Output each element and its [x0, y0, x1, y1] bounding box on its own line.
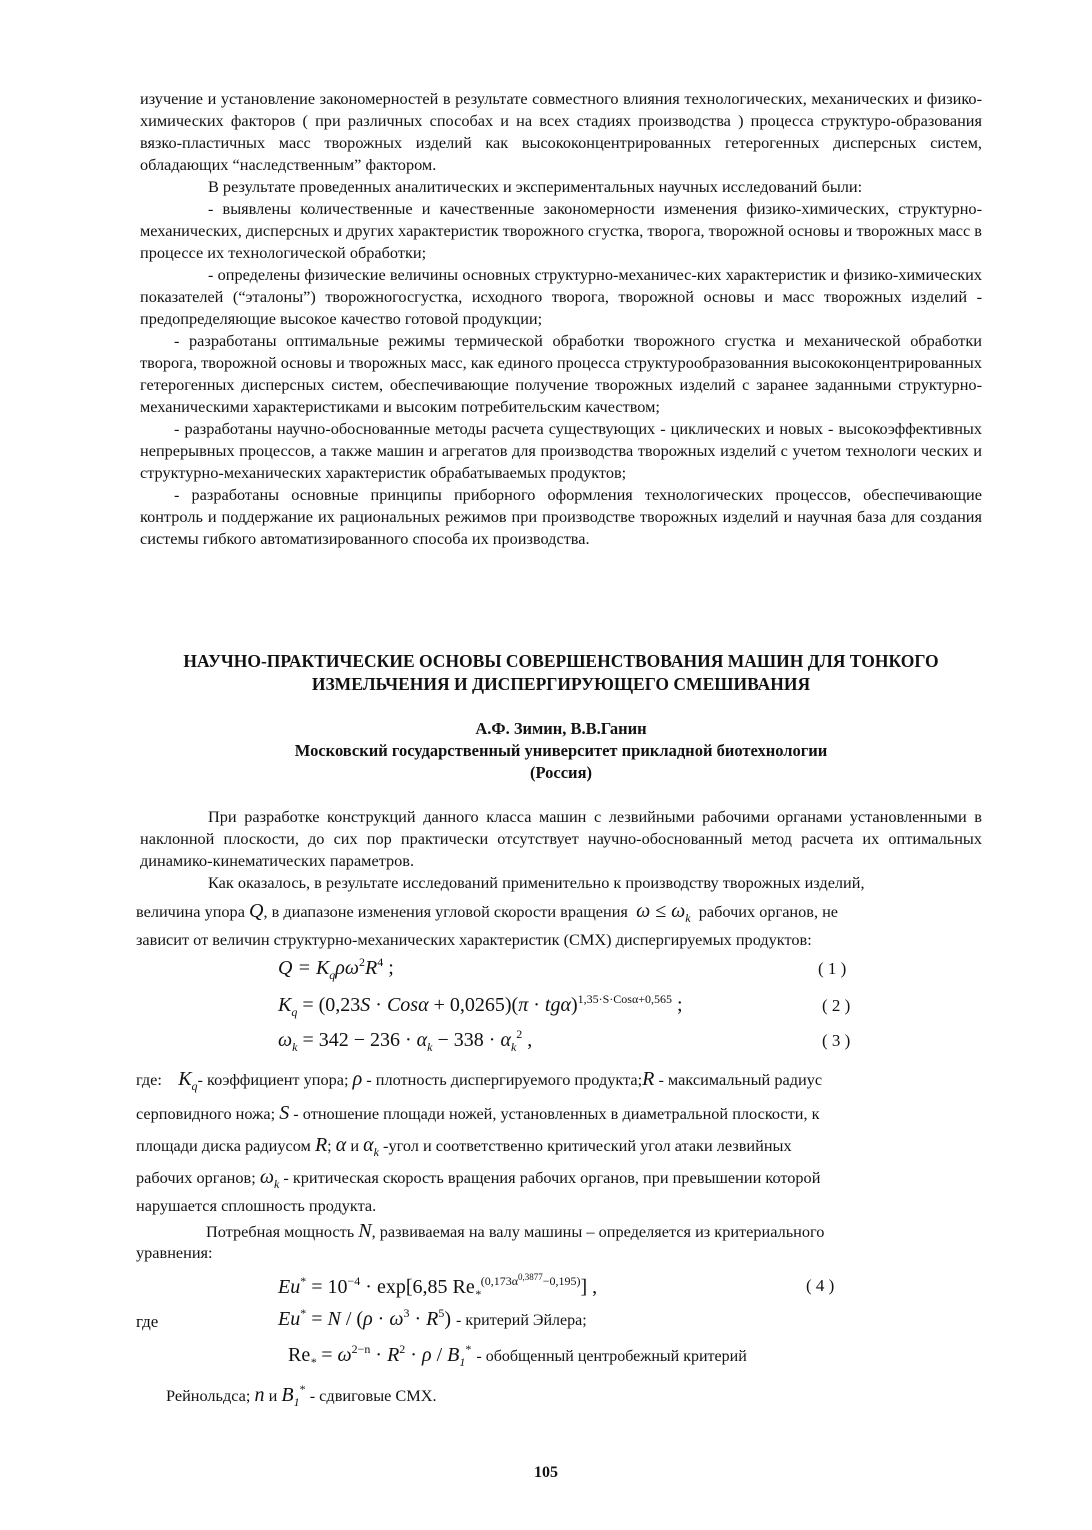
equation-number: ( 3 ) — [822, 1031, 851, 1050]
equation-4: $Eu^* = 10^{-4} \cdot \exp[6,85$ $Re_*^{(0,173\alpha^{0,3877}-0,195)}$] , — [278, 1272, 598, 1301]
authors: А.Ф. Зимин, В.В.Ганин — [475, 719, 647, 738]
symbol-omega-k: $\omega_k$ — [259, 1166, 280, 1191]
text-line: Рейнольдса; n и $B_1^*$ - сдвиговые СМХ. — [166, 1382, 437, 1409]
equation-6: $Re_* = \omega^{2-n} \cdot R^2 \cdot \rho / B_1^*$ - обобщенный центробежный критерий — [288, 1342, 747, 1369]
paragraph: Как оказалось, в результате исследований применительно к производству творожных изделий, — [208, 873, 865, 892]
symbol-N: N — [358, 1220, 372, 1242]
text-line: где: $K_q-$ коэффициент упора; ρ - плотность диспергируемого продукта;R - максимальный радиус — [136, 1068, 823, 1093]
top-text-block — [140, 88, 982, 550]
symbol-Q: Q — [249, 900, 264, 922]
equation-number: ( 2 ) — [822, 996, 851, 1015]
equation-1: $Q = K_q\rho\omega^2R^4$ ; — [278, 955, 394, 982]
paragraph: изучение и установление закономерностей в результате совместного влияния технологических, механических и физико-химических факторов ( при различных способах и на всех стадиях производства ) процесса структуро-образования вязко-пластичных масс творожных изделий как высококонцентрированных гетерогенных дисперсных систем, обладающих “наследственным” фактором. — [140, 89, 982, 174]
equation-3: $\omega_k = 342 - 236 \cdot \alpha_k - 338 \cdot \alpha_k^2$ , — [278, 1027, 533, 1054]
symbol-Kq: $K_q$ — [178, 1068, 198, 1093]
text-line: серповидного ножа; S - отношение площади ножей, установленных в диаметральной плоскости, к — [136, 1102, 820, 1124]
paragraph: - выявлены количественные и качественные закономерности изменения физико-химических, структурно-механических, дисперсных и других характеристик творожного сгустка, творога, творожной основы и творожных масс в процессе их технологической обработки; — [140, 199, 982, 262]
equation-2: $K_q = (0,23S \cdot Cos\alpha + 0,0265)(\pi \cdot tg\alpha)^{1,35\cdot S\cdot Cos\alpha+0,565}$ ; — [278, 992, 683, 1019]
intro-paragraph-block — [140, 806, 982, 894]
text-line: Потребная мощность N, развиваемая на валу машины – определяется из критериального — [206, 1220, 825, 1242]
paragraph: - определены физические величины основных структурно-механичес-ких характеристик и физико-химических показателей (“эталоны”) творожногосгустка, исходного творога, творожной основы и масс творожных изделий - предопределяющие высокое качество готовой продукции; — [140, 265, 982, 328]
country: (Россия) — [530, 763, 592, 782]
affiliation: Московский государственный университет прикладной биотехнологии — [294, 741, 828, 760]
paragraph: В результате проведенных аналитических и экспериментальных научных исследований были: — [208, 177, 863, 196]
symbol-rho: ρ — [352, 1068, 363, 1090]
equation-number: ( 1 ) — [818, 959, 847, 978]
symbol-R: R — [314, 1134, 328, 1156]
paragraph: - разработаны научно-обоснованные методы расчета существующих - циклических и новых - высокоэффективных непрерывных процессов, а также машин и агрегатов для производства творожных изделий с учетом технологи ческих и структурно-механических характеристик обрабатываемых продуктов; — [140, 419, 982, 482]
text-line: рабочих органов; $\omega_k$ - критическая скорость вращения рабочих органов, при превышении которой — [136, 1166, 821, 1191]
symbol-n: n — [254, 1384, 265, 1406]
paragraph: - разработаны оптимальные режимы термической обработки творожного сгустка и механической обработки творога, творожной основы и творожных масс, как единого процесса структурообразованния высококонцентрированных гетерогенных дисперсных систем, обеспечивающие получение творожных изделий с заранее заданными структурно-механическими характеристиками и высоким потребительским качеством; — [140, 331, 982, 416]
text-line: площади диска радиусом R; α и $\alpha_k$ -угол и соответственно критический угол атаки лезвийных — [136, 1134, 792, 1159]
symbol-R: R — [642, 1068, 655, 1090]
text-line: уравнения: — [136, 1243, 213, 1262]
symbol-alpha: α — [335, 1134, 347, 1156]
title-line: НАУЧНО-ПРАКТИЧЕСКИЕ ОСНОВЫ СОВЕРШЕНСТВОВАНИЯ МАШИН ДЛЯ ТОНКОГО — [183, 651, 939, 671]
article-title — [140, 650, 982, 696]
where-label: где — [136, 1312, 159, 1331]
symbol-alpha-k: $\alpha_k$ — [363, 1134, 379, 1159]
symbol-omega-le-omega-k: $\omega \le \omega_k$ — [636, 900, 691, 925]
text-line: величина упора Q, в диапазоне изменения угловой скорости вращения $\omega \le \omega_k$ рабочих органов, не — [136, 900, 839, 925]
symbol-B1: $B_1^*$ — [281, 1382, 306, 1409]
text-line: зависит от величин структурно-механических характеристик (СМХ) диспергируемых продуктов: — [136, 930, 812, 949]
text-line: нарушается сплошность продукта. — [136, 1196, 377, 1215]
title-line: ИЗМЕЛЬЧЕНИЯ И ДИСПЕРГИРУЮЩЕГО СМЕШИВАНИЯ — [311, 674, 811, 694]
paragraph: - разработаны основные принципы приборного оформления технологических процессов, обеспечивающие контроль и поддержание их рациональных режимов при производстве творожных изделий и научная база для создания системы гибкого автоматизированного способа их производства. — [140, 485, 982, 548]
equation-5: $Eu^* = N / (\rho \cdot \omega^3 \cdot R^5)$ - критерий Эйлера; — [278, 1306, 587, 1330]
paragraph: При разработке конструкций данного класса машин с лезвийными рабочими органами установленными в наклонной плоскости, до сих пор практически отсутствует научно-обоснованный метод расчета их оптимальных динамико-кинематических параметров. — [140, 807, 982, 870]
equation-number: ( 4 ) — [806, 1276, 835, 1295]
page-number: 105 — [534, 1464, 558, 1481]
symbol-S: S — [279, 1102, 290, 1124]
